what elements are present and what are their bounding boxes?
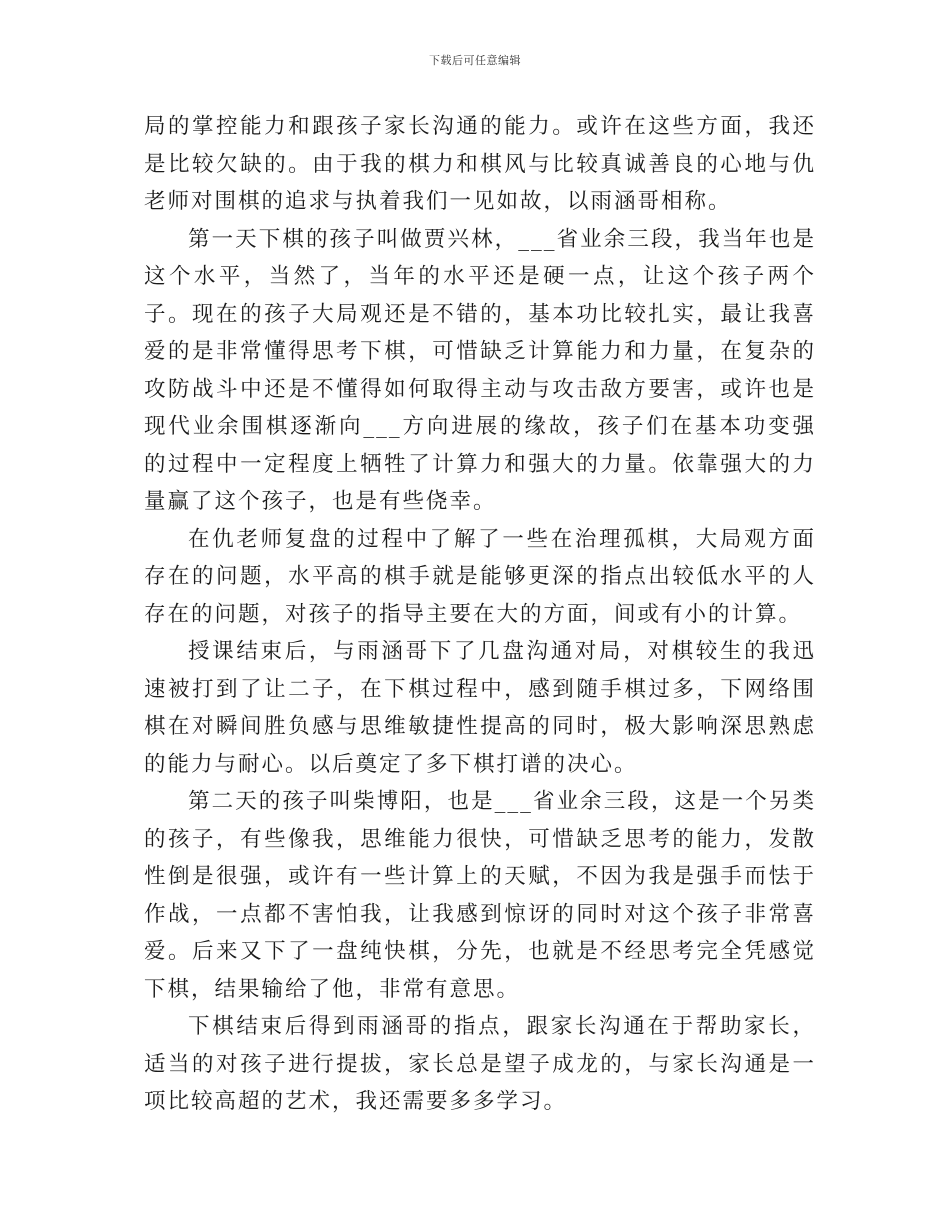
- paragraph: 授课结束后，与雨涵哥下了几盘沟通对局，对棋较生的我迅速被打到了让二子，在下棋过程中，感到随手棋过多，下网络围棋在对瞬间胜负感与思维敏捷性提高的同时，极大影响深思熟虑的能力与耐心。以后奠定了多下棋打谱的决心。: [144, 639, 816, 777]
- paragraph: 下棋结束后得到雨涵哥的指点，跟家长沟通在于帮助家长，适当的对孩子进行提拔，家长总是望子成龙的，与家长沟通是一项比较高超的艺术，我还需要多多学习。: [144, 1014, 816, 1114]
- paragraph-continuation: 局的掌控能力和跟孩子家长沟通的能力。或许在这些方面，我还是比较欠缺的。由于我的棋力和棋风与比较真诚善良的心地与仇老师对围棋的追求与执着我们一见如故，以雨涵哥相称。: [144, 114, 816, 214]
- document-body: [144, 108, 816, 1121]
- page-header-note: 下载后可任意编辑: [429, 54, 521, 67]
- paragraph: 在仇老师复盘的过程中了解了一些在治理孤棋，大局观方面存在的问题，水平高的棋手就是能够更深的指点出较低水平的人存在的问题，对孩子的指导主要在大的方面，间或有小的计算。: [144, 526, 816, 627]
- paragraph: 第一天下棋的孩子叫做贾兴林，___省业余三段，我当年也是这个水平，当然了，当年的水平还是硬一点，让这个孩子两个子。现在的孩子大局观还是不错的，基本功比较扎实，最让我喜爱的是非常懂得思考下棋，可惜缺乏计算能力和力量，在复杂的攻防战斗中还是不懂得如何取得主动与攻击敌方要害，或许也是现代业余围棋逐渐向___方向进展的缘故，孩子们在基本功变强的过程中一定程度上牺牲了计算力和强大的力量。依靠强大的力量赢了这个孩子，也是有些侥幸。: [144, 226, 816, 514]
- paragraph: 第二天的孩子叫柴博阳，也是___省业余三段，这是一个另类的孩子，有些像我，思维能力很快，可惜缺乏思考的能力，发散性倒是很强，或许有一些计算上的天赋，不因为我是强手而怯于作战，一点都不害怕我，让我感到惊讶的同时对这个孩子非常喜爱。后来又下了一盘纯快棋，分先，也就是不经思考完全凭感觉下棋，结果输给了他，非常有意思。: [144, 789, 816, 1002]
